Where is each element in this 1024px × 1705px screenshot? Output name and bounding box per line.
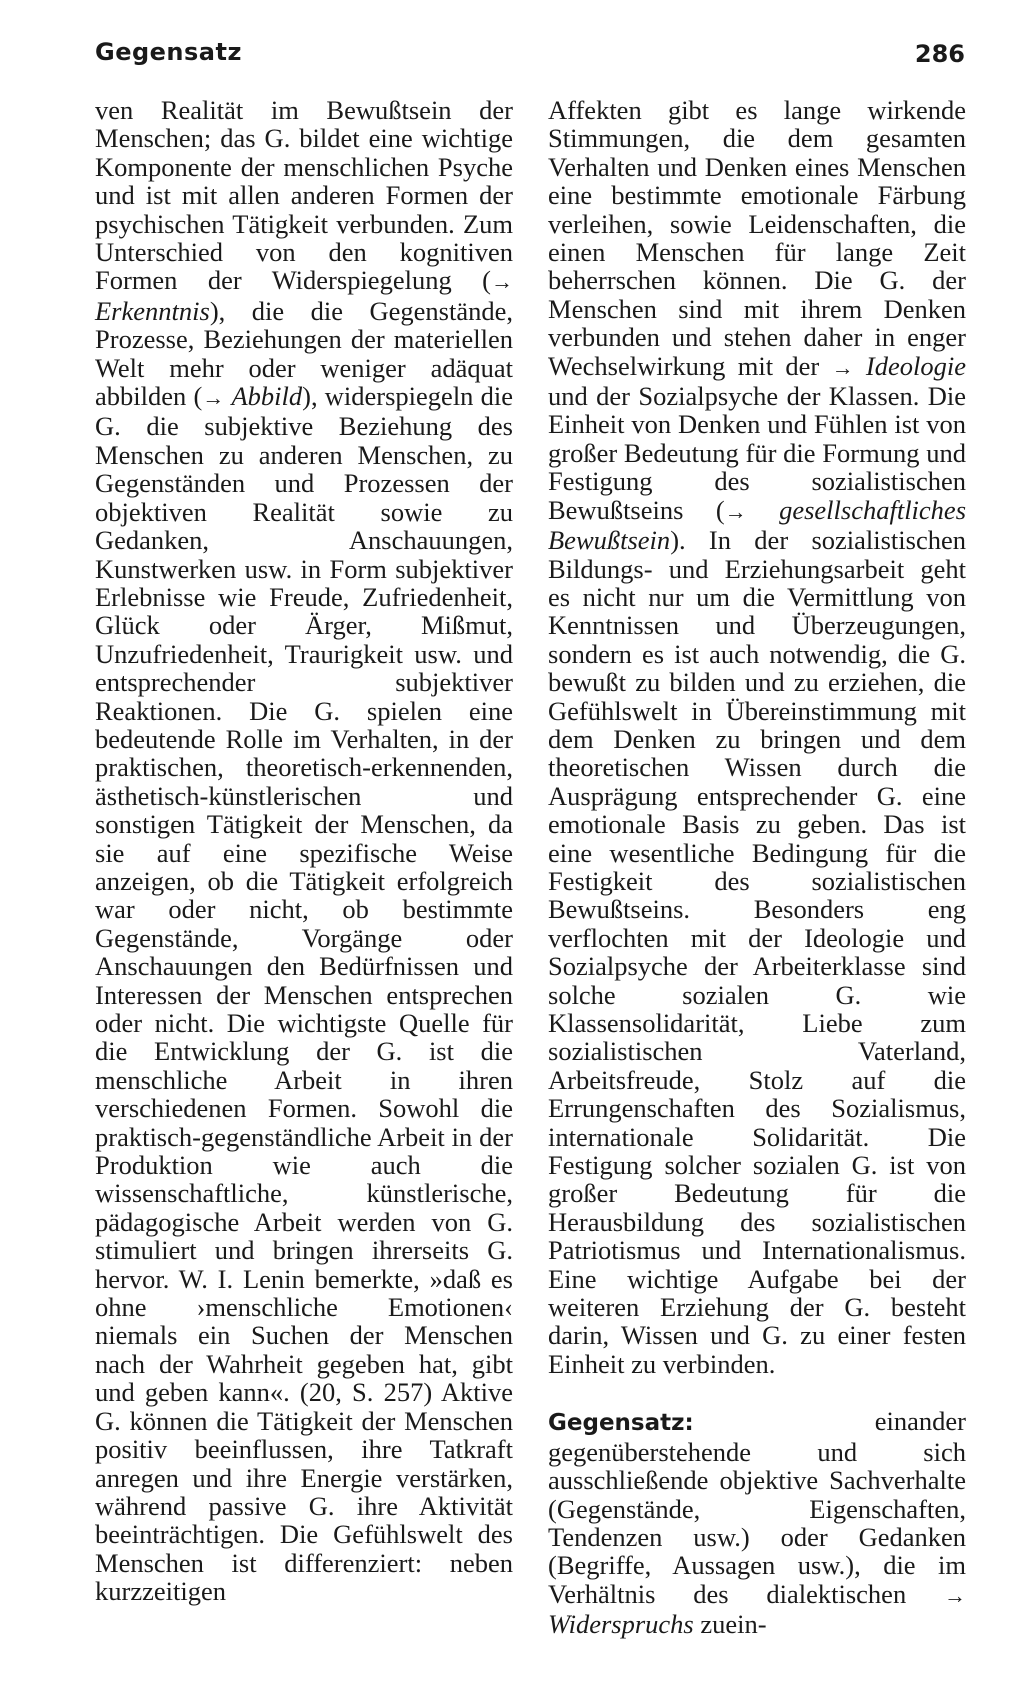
dictionary-entry-gegensatz — [548, 1407, 966, 1638]
entry-text-continued — [95, 96, 513, 1606]
entry-text-continued — [548, 96, 966, 1378]
text-segment: ), widerspiegeln die G. die subjektive Beziehung des Menschen zu anderen Menschen, zu Gegenständen und Prozessen der objektiven Realität sowie zu Gedanken, Anschauungen, Kunstwerken usw. in Form subjektiver Erlebnisse wie Freude, Zufriedenheit, Glück oder Ärger, Mißmut, Unzufriedenheit, Traurigkeit usw. und entsprechender subjektiver Reaktionen. Die G. spielen eine bedeutende Rolle im Verhalten, in der praktischen, theoretisch-erkennenden, ästhetisch-künstlerischen und sonstigen Tätigkeit der Menschen, da sie auf eine spezifische Weise anzeigen, ob die Tätigkeit erfolgreich war oder nicht, ob bestimmte Gegenstände, Vorgänge oder Anschauungen den Bedürfnissen und Interessen der Menschen entsprechen oder nicht. Die wichtigste Quelle für die Entwicklung der G. ist die menschliche Arbeit in ihren verschiedenen Formen. Sowohl die praktisch-gegenständliche Arbeit in der Produktion wie auch die wissenschaftliche, künstlerische, pädagogische Arbeit werden von G. stimuliert und bringen ihrerseits G. hervor. W. I. Lenin bemerkte, »daß es ohne ›menschliche Emotionen‹ niemals ein Suchen der Menschen nach der Wahrheit gegeben hat, gibt und geben kann«. (20, S. 257) Aktive G. können die Tätigkeit der Menschen positiv beeinflussen, ihre Tatkraft anregen und ihre Energie verstärken, während passive G. ihre Aktivität beeinträchtigen. Die Gefühlswelt des Menschen ist differenziert: neben kurzzeitigen — [95, 381, 513, 1607]
running-head-word: Gegensatz — [95, 38, 242, 66]
left-column — [95, 96, 513, 1606]
cross-reference-gesellschaftliches-bewusstsein[interactable]: gesellschaftliches Bewußtsein — [548, 494, 967, 556]
text-segment: zuein- — [693, 1609, 767, 1640]
cross-reference-widerspruch[interactable]: Widerspruchs — [548, 1609, 694, 1640]
cross-reference-arrow-icon: → — [831, 354, 854, 380]
cross-reference-arrow-icon: → — [202, 385, 225, 411]
text-segment: ven Realität im Bewußtsein der Menschen; das G. bildet eine wichtige Komponente der menschlichen Psyche und ist mit allen anderen Formen der psychischen Tätigkeit verbunden. Zum Unterschied von den kognitiven Formen der Widerspiegelung ( — [95, 95, 513, 296]
cross-reference-arrow-icon: → — [491, 269, 513, 295]
cross-reference-arrow-icon: → — [944, 1582, 966, 1608]
text-segment: ), die die Gegenstände, Prozesse, Beziehungen der materiellen Welt mehr oder weniger adäquat abbilden ( — [95, 295, 513, 412]
right-column — [548, 96, 966, 1639]
text-segment: ). In der sozialistischen Bildungs- und Erziehungsarbeit geht es nicht nur um die Vermittlung von Kenntnissen und Überzeugungen, sondern es ist auch notwendig, die G. bewußt zu bilden und zu erziehen, die Gefühlswelt in Übereinstimmung mit dem Denken zu bringen und dem theoretischen Wissen durch die Ausprägung entsprechender G. eine emotionale Basis zu geben. Das ist eine wesentliche Bedingung für die Festigkeit des sozialistischen Bewußtseins. Besonders eng verflochten mit der Ideologie und Sozialpsyche der Arbeiterklasse sind solche sozialen G. wie Klassensolidarität, Liebe zum sozialistischen Vaterland, Arbeitsfreude, Stolz auf die Errungenschaften des Sozialismus, internationale Solidarität. Die Festigung solcher sozialen G. ist von großer Bedeutung für die Herausbildung des sozialistischen Patriotismus und Internationalismus. Eine wichtige Aufgabe bei der weiteren Erziehung der G. besteht darin, Wissen und G. zu einer festen Einheit zu verbinden. — [548, 525, 966, 1379]
entry-keyword: Gegensatz: — [548, 1410, 694, 1437]
text-segment: einander gegenüberstehende und sich ausschließende objektive Sachverhalte (Gegenstände, Eigenschaften, Tendenzen usw.) oder Gedanken (Begriffe, Aussagen usw.), die im Verhältnis des dialektischen — [548, 1406, 966, 1609]
text-segment: und der Sozialpsyche der Klassen. Die Einheit von Denken und Fühlen ist von großer Bedeutung für die Formung und Festigung des sozialistischen Bewußtseins ( — [548, 381, 966, 525]
cross-reference-erkenntnis[interactable]: Erkenntnis — [95, 295, 210, 326]
text-segment: Affekten gibt es lange wirkende Stimmungen, die dem gesamten Verhalten und Denken eines Menschen eine bestimmte emotionale Färbung verleihen, sowie Leidenschaften, die einen Menschen für lange Zeit beherrschen können. Die G. der Menschen sind mit ihrem Denken verbunden und stehen daher in enger Wechselwirkung mit der — [548, 95, 966, 381]
cross-reference-abbild[interactable]: Abbild — [231, 381, 303, 412]
page-number: 286 — [914, 40, 965, 68]
page-header — [95, 38, 965, 78]
cross-reference-arrow-icon: → — [724, 498, 747, 524]
cross-reference-ideologie[interactable]: Ideologie — [865, 350, 966, 381]
